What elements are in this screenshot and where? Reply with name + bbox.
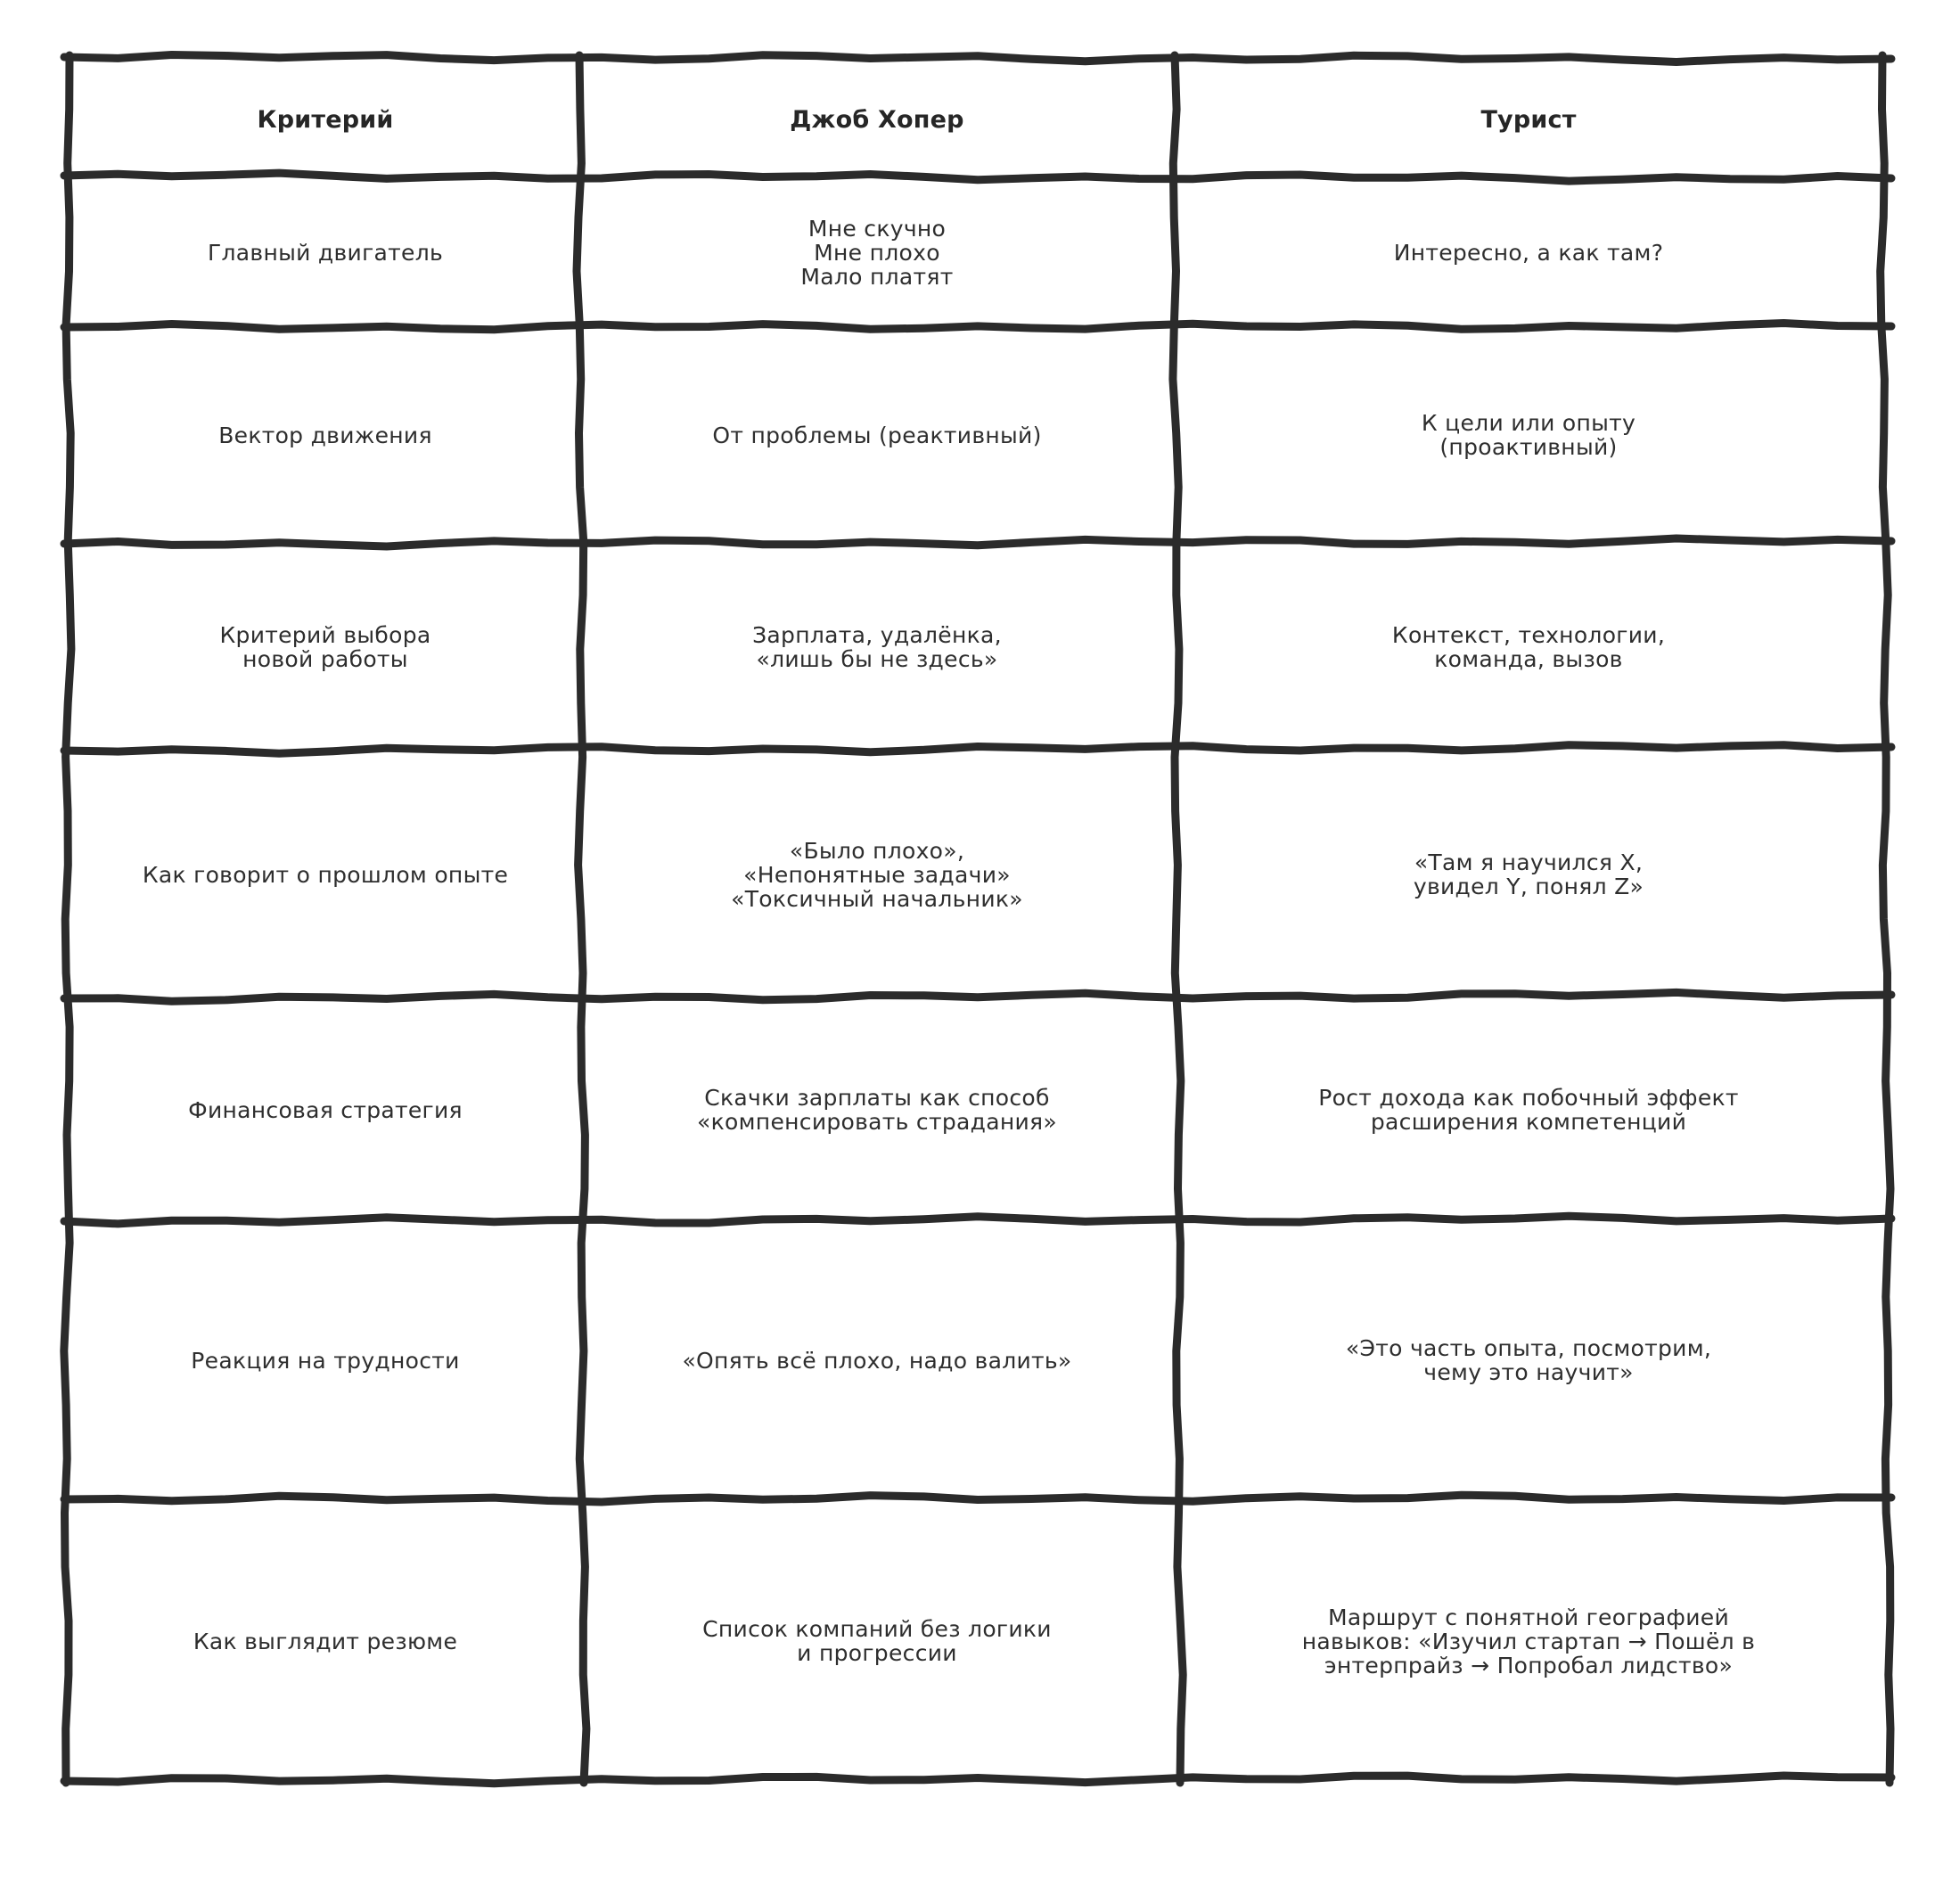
row-2-job-hopper-cell [581, 330, 1173, 540]
grid-row-line [64, 1495, 1891, 1502]
row-2-job-hopper: От проблемы (реактивный) [712, 422, 1042, 448]
row-7-criterion: Как выглядит резюме [193, 1628, 458, 1654]
row-2-criterion-cell [73, 330, 578, 540]
row-6-tourist-cell [1176, 1225, 1881, 1496]
header-cell-tourist [1176, 62, 1881, 176]
row-1-tourist-cell [1176, 182, 1881, 323]
row-4-criterion: Как говорит о прошлом опыте [142, 861, 509, 888]
row-4-tourist-cell [1176, 754, 1881, 995]
row-2-criterion: Вектор движения [218, 422, 432, 448]
row-1-job-hopper: Мне скучно Мне плохо Мало платят [800, 215, 954, 290]
row-3-criterion: Критерий выбора новой работы [219, 622, 431, 672]
header-cell-criterion [73, 62, 578, 176]
row-3-tourist: Контекст, технологии, команда, вызов [1391, 622, 1666, 672]
row-1-tourist: Интересно, а как там? [1393, 239, 1664, 266]
row-6-criterion: Реакция на трудности [191, 1347, 460, 1374]
row-6-criterion-cell [73, 1225, 578, 1496]
row-5-criterion-cell [73, 1002, 578, 1218]
row-1-criterion: Главный двигатель [207, 239, 444, 266]
row-4-job-hopper: «Было плохо», «Непонятные задачи» «Токсичный начальник» [731, 837, 1023, 912]
row-4-criterion-cell [73, 754, 578, 995]
row-3-job-hopper-cell [581, 547, 1173, 747]
row-5-job-hopper: Скачки зарплаты как способ «компенсировать страдания» [697, 1085, 1057, 1135]
header-job-hopper: Джоб Хопер [790, 105, 964, 134]
row-3-job-hopper: Зарплата, удалёнка, «лишь бы не здесь» [752, 622, 1002, 672]
row-7-tourist-cell [1176, 1503, 1881, 1779]
grid-row-line [64, 324, 1891, 330]
row-3-criterion-cell [73, 547, 578, 747]
row-2-tourist-cell [1176, 330, 1881, 540]
row-6-job-hopper-cell [581, 1225, 1173, 1496]
row-4-tourist: «Там я научился X, увидел Y, понял Z» [1413, 849, 1644, 899]
grid-column-line [1881, 55, 1890, 1783]
row-5-criterion: Финансовая стратегия [188, 1096, 463, 1123]
row-6-job-hopper: «Опять всё плохо, надо валить» [682, 1347, 1072, 1374]
row-4-job-hopper-cell [581, 754, 1173, 995]
row-7-tourist: Маршрут с понятной географией навыков: «Изучил стартап → Пошёл в энтерпрайз → Попробал лидство» [1301, 1604, 1756, 1678]
header-criterion: Критерий [257, 105, 394, 134]
header-cell-job-hopper [581, 62, 1173, 176]
row-7-criterion-cell [73, 1503, 578, 1779]
row-5-tourist-cell [1176, 1002, 1881, 1218]
row-2-tourist: К цели или опыту (проактивный) [1421, 410, 1636, 460]
grid-column-line [64, 55, 71, 1783]
row-7-job-hopper: Список компаний без логики и прогрессии [702, 1616, 1052, 1666]
grid-row-line [64, 55, 1891, 62]
row-5-job-hopper-cell [581, 1002, 1173, 1218]
row-7-job-hopper-cell [581, 1503, 1173, 1779]
row-3-tourist-cell [1176, 547, 1881, 747]
row-5-tourist: Рост дохода как побочный эффект расширения компетенций [1318, 1085, 1739, 1135]
row-1-job-hopper-cell [581, 182, 1173, 323]
row-6-tourist: «Это часть опыта, посмотрим, чему это научит» [1345, 1335, 1712, 1385]
header-tourist: Турист [1480, 105, 1577, 134]
row-1-criterion-cell [73, 182, 578, 323]
